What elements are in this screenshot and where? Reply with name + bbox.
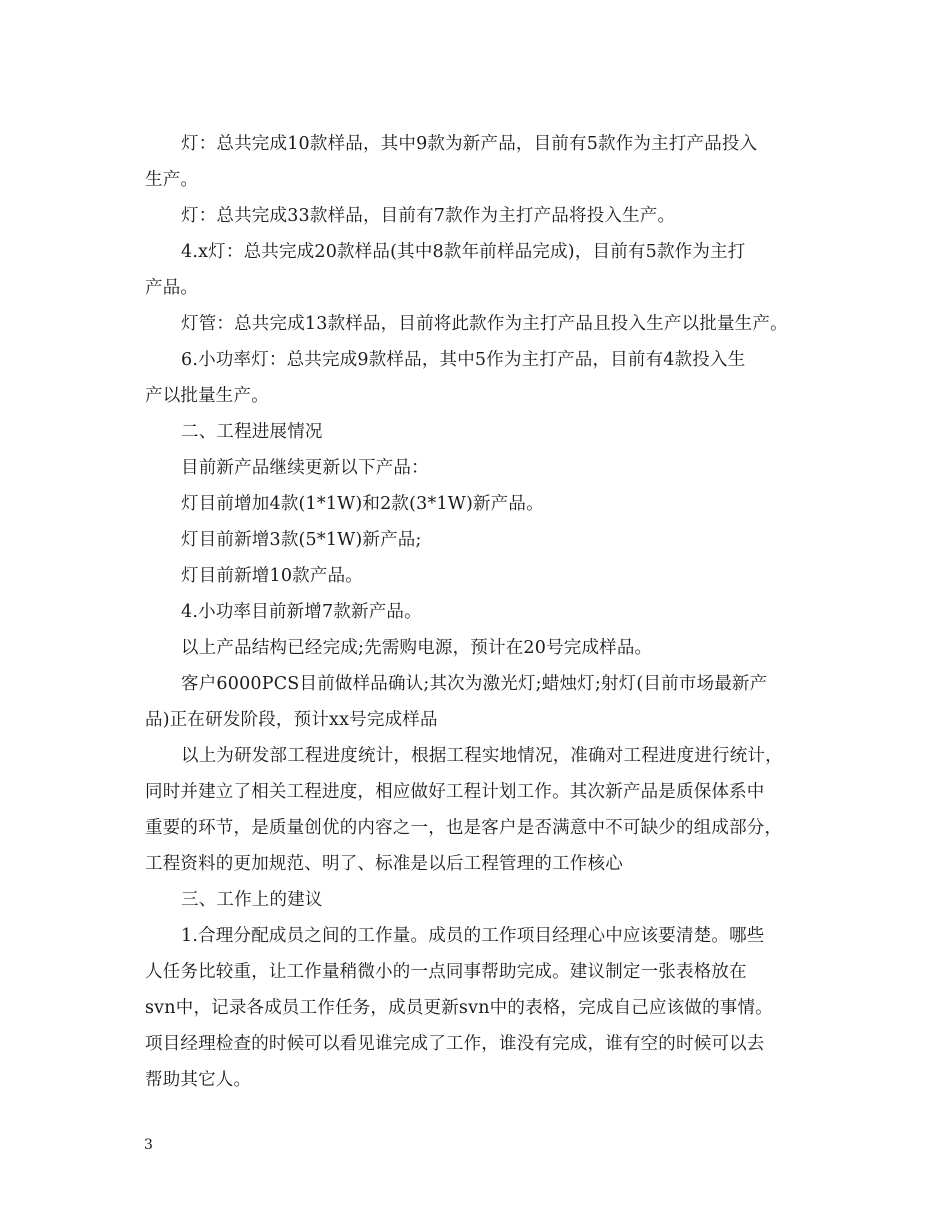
text-line: 产以批量生产。 (145, 386, 269, 406)
text-line: 以上产品结构已经完成;先需购电源，预计在20号完成样品。 (181, 638, 653, 658)
text-line: 4.小功率目前新增7款新产品。 (181, 602, 422, 622)
text-line: 三、工作上的建议 (181, 890, 323, 910)
text-line: 产品。 (145, 278, 199, 298)
text-line: 灯目前新增3款(5*1W)新产品; (181, 530, 422, 550)
text-line: 品)正在研发阶段，预计xx号完成样品 (145, 710, 438, 730)
text-line: 生产。 (145, 170, 199, 190)
text-line: 灯目前增加4款(1*1W)和2款(3*1W)新产品。 (181, 494, 544, 514)
text-line: 灯目前新增10款产品。 (181, 566, 363, 586)
text-line: 灯：总共完成10款样品，其中9款为新产品，目前有5款作为主打产品投入 (181, 134, 758, 154)
text-line: 4.x灯：总共完成20款样品(其中8款年前样品完成)，目前有5款作为主打 (181, 242, 746, 262)
text-line: svn中，记录各成员工作任务，成员更新svn中的表格，完成自己应该做的事情。 (145, 998, 773, 1018)
body-text (145, 126, 825, 1098)
text-line: 项目经理检查的时候可以看见谁完成了工作，谁没有完成，谁有空的时候可以去 (145, 1034, 765, 1054)
text-line: 重要的环节，是质量创优的内容之一，也是客户是否满意中不可缺少的组成部分， (145, 818, 783, 838)
text-line: 1.合理分配成员之间的工作量。成员的工作项目经理心中应该要清楚。哪些 (181, 926, 765, 946)
text-line: 客户6000PCS目前做样品确认;其次为激光灯;蜡烛灯;射灯(目前市场最新产 (181, 674, 768, 694)
text-line: 二、工程进展情况 (181, 422, 323, 442)
text-line: 以上为研发部工程进度统计，根据工程实地情况，准确对工程进度进行统计， (181, 746, 783, 766)
text-line: 同时并建立了相关工程进度，相应做好工程计划工作。其次新产品是质保体系中 (145, 782, 765, 802)
text-line: 目前新产品继续更新以下产品： (181, 458, 429, 478)
text-line: 灯：总共完成33款样品，目前有7款作为主打产品将投入生产。 (181, 206, 676, 226)
text-line: 帮助其它人。 (145, 1070, 252, 1090)
text-line: 6.小功率灯：总共完成9款样品，其中5作为主打产品，目前有4款投入生 (181, 350, 746, 370)
page-number: 3 (144, 1137, 153, 1153)
text-line: 灯管：总共完成13款样品，目前将此款作为主打产品且投入生产以批量生产。 (181, 314, 788, 334)
text-line: 人任务比较重，让工作量稍微小的一点同事帮助完成。建议制定一张表格放在 (145, 962, 747, 982)
text-line: 工程资料的更加规范、明了、标准是以后工程管理的工作核心 (145, 854, 623, 874)
